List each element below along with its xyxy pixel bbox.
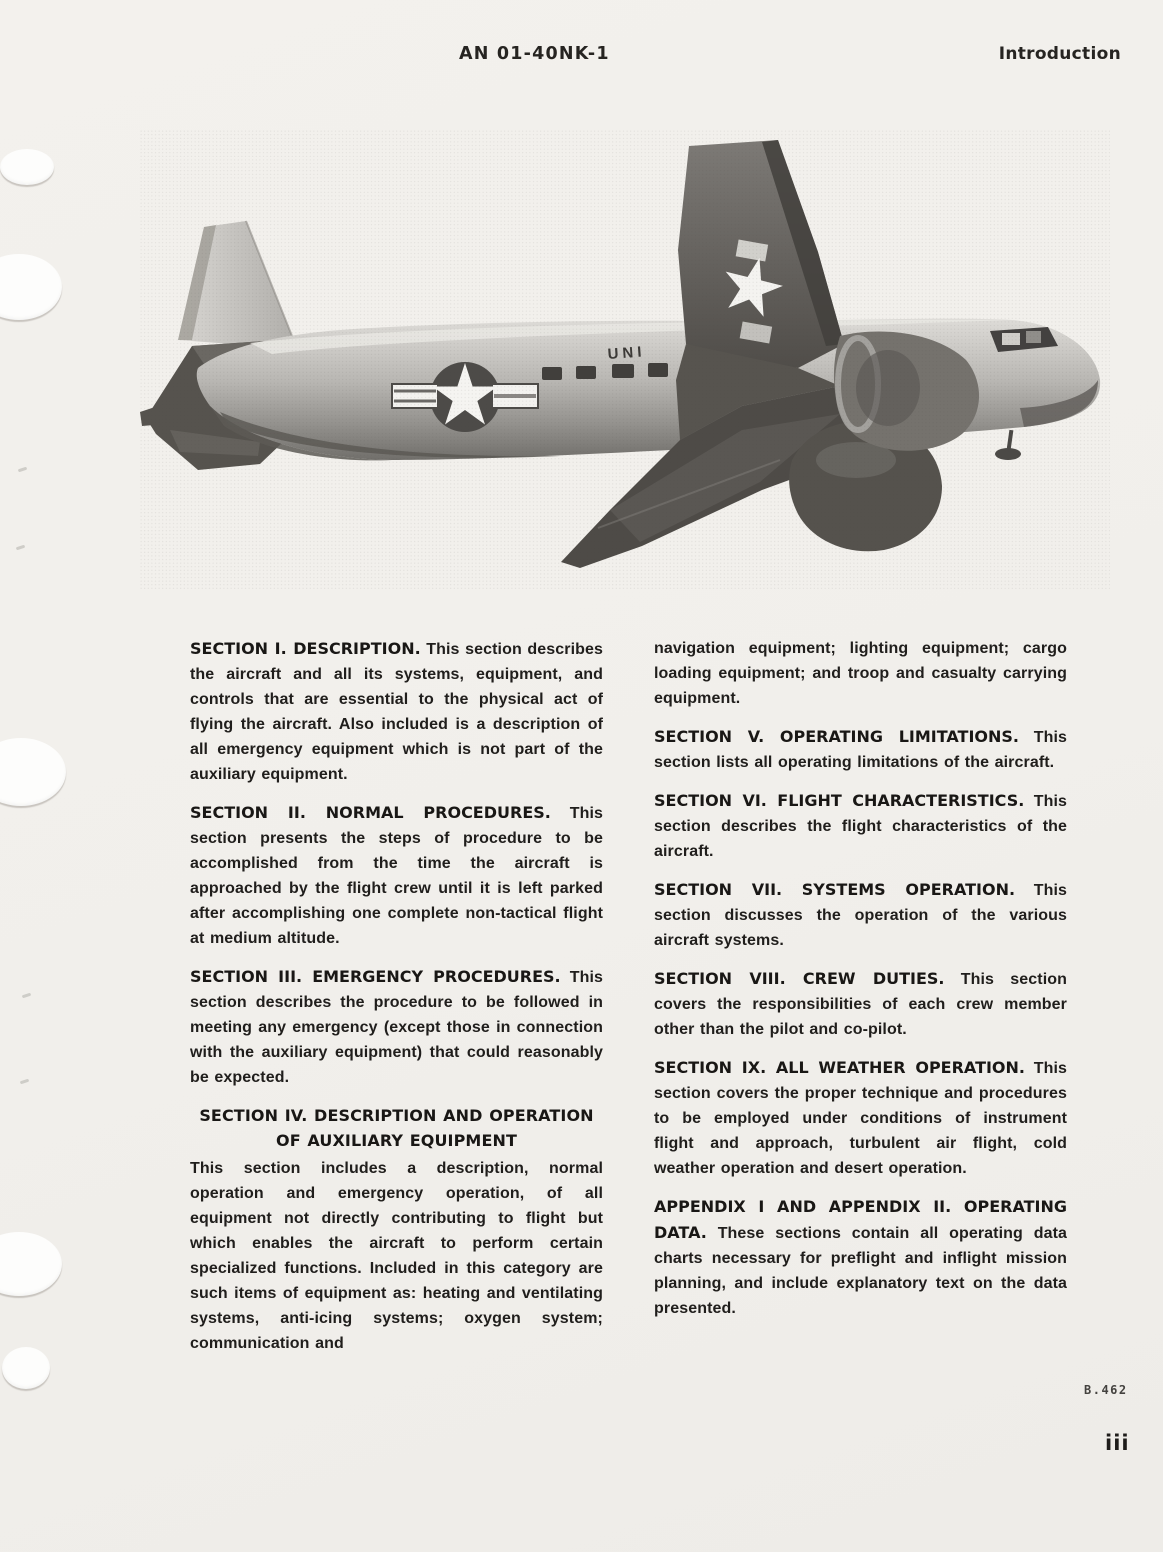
paragraph-section-3 — [190, 964, 603, 1090]
section-5-heading: SECTION V. OPERATING LIMITATIONS. — [654, 727, 1020, 746]
punch-hole — [0, 149, 54, 185]
section-5-body: This section lists all operating limitations of the aircraft. — [654, 729, 1068, 771]
punch-hole — [2, 1347, 50, 1389]
column-left — [190, 636, 603, 1369]
paragraph-section-4-continued — [654, 636, 1067, 711]
page-section-label: Introduction — [998, 44, 1121, 64]
appendix-heading: APPENDIX I AND APPENDIX II. OPERATING DATA. — [654, 1197, 1067, 1242]
section-4-heading: SECTION IV. DESCRIPTION AND OPERATION OF AUXILIARY EQUIPMENT — [199, 1106, 594, 1150]
paragraph-section-7 — [654, 877, 1067, 953]
section-2-heading: SECTION II. NORMAL PROCEDURES. — [190, 803, 551, 822]
paragraph-section-1 — [190, 636, 603, 787]
paragraph-section-4 — [190, 1156, 603, 1356]
appendix-body: These sections contain all operating data charts necessary for preflight and inflight mission planning, and include explanatory text on the data presented. — [654, 1225, 1068, 1317]
section-9-body: This section covers the proper technique and procedures to be employed under conditions of instrument flight and approach, turbulent air flight, cold weather operation and desert operation. — [654, 1060, 1068, 1177]
scan-speck — [22, 993, 31, 999]
section-2-body: This section presents the steps of procedure to be accomplished from the time the aircraft is approached by the flight crew until it is left parked after accomplishing one complete non-tactical flight at medium altitude. — [190, 805, 604, 947]
paragraph-section-8 — [654, 966, 1067, 1042]
section-4-body: This section includes a description, normal operation and emergency operation, of all equipment not directly contributing to flight but which enables the aircraft to perform certain specialized functions. Included in this category are such items of equipment as: heating and ventilating systems, anti-icing systems; oxygen system; communication and — [190, 1160, 603, 1352]
section-3-body: This section describes the procedure to be followed in meeting any emergency (except those in connection with the auxiliary equipment) that could reasonably be expected. — [190, 969, 603, 1086]
section-7-body: This section discusses the operation of the various aircraft systems. — [654, 882, 1067, 949]
doc-number: AN 01-40NK-1 — [459, 44, 610, 64]
paragraph-section-5 — [654, 724, 1067, 775]
section-6-body: This section describes the flight characteristics of the aircraft. — [654, 793, 1067, 860]
section-8-body: This section covers the responsibilities of each crew member other than the pilot and co-pilot. — [654, 971, 1067, 1038]
section-8-heading: SECTION VIII. CREW DUTIES. — [654, 969, 945, 988]
punch-hole — [0, 254, 62, 320]
section-1-body: This section describes the aircraft and all its systems, equipment, and controls that are essential to the physical act of flying the aircraft. Also included is a description of all emergency equipment which is not part of the auxiliary equipment. — [190, 641, 604, 783]
column-right — [654, 636, 1067, 1334]
punch-hole — [0, 1232, 62, 1296]
section-3-heading: SECTION III. EMERGENCY PROCEDURES. — [190, 967, 561, 986]
punch-hole — [0, 738, 66, 806]
fuselage-lettering: UNI — [607, 343, 647, 363]
scan-speck — [16, 545, 25, 551]
scan-speck — [18, 467, 27, 473]
section-9-heading: SECTION IX. ALL WEATHER OPERATION. — [654, 1058, 1026, 1077]
aircraft-photo-svg — [140, 130, 1110, 590]
section-7-heading: SECTION VII. SYSTEMS OPERATION. — [654, 880, 1016, 899]
figure-reference-number: B.462 — [1084, 1383, 1128, 1397]
paragraph-section-2 — [190, 800, 603, 951]
scan-speck — [20, 1079, 29, 1085]
paragraph-appendix — [654, 1194, 1067, 1321]
paragraph-section-9 — [654, 1055, 1067, 1181]
section-4-body-continued: navigation equipment; lighting equipment; cargo loading equipment; and troop and casualty carrying equipment. — [654, 640, 1067, 707]
section-1-heading: SECTION I. DESCRIPTION. — [190, 639, 421, 658]
page-number: iii — [1105, 1431, 1130, 1455]
paragraph-section-6 — [654, 788, 1067, 864]
aircraft-photo — [140, 130, 1110, 590]
section-6-heading: SECTION VI. FLIGHT CHARACTERISTICS. — [654, 791, 1025, 810]
halftone-texture — [140, 130, 1110, 590]
